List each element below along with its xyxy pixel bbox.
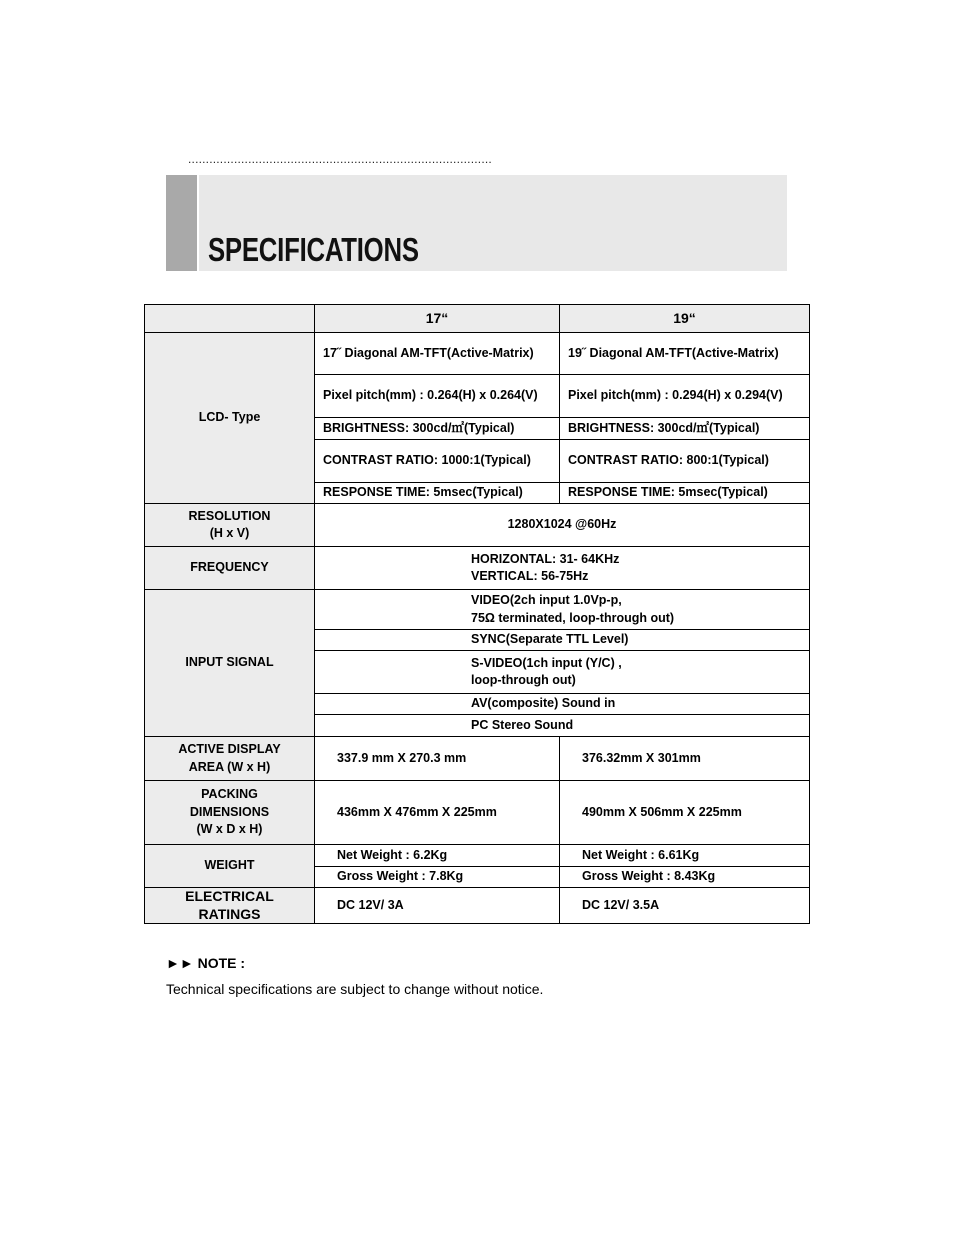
electrical-label: ELECTRICAL RATINGS <box>144 887 315 924</box>
weight-label: WEIGHT <box>144 844 315 888</box>
packing-label: PACKING DIMENSIONS (W x D x H) <box>144 780 315 845</box>
active-display-label: ACTIVE DISPLAY AREA (W x H) <box>144 736 315 781</box>
note-text: Technical specifications are subject to change without notice. <box>166 981 544 997</box>
resolution-label: RESOLUTION (H x V) <box>144 503 315 547</box>
lcd-17-brightness: BRIGHTNESS: 300cd/㎡(Typical) <box>314 417 560 440</box>
lcd-19-pixel-pitch: Pixel pitch(mm) : 0.294(H) x 0.294(V) <box>559 374 810 418</box>
lcd-17-pixel-pitch: Pixel pitch(mm) : 0.264(H) x 0.264(V) <box>314 374 560 418</box>
lcd-19-diagonal: 19˝ Diagonal AM-TFT(Active-Matrix) <box>559 332 810 375</box>
header-19: 19“ <box>559 304 810 333</box>
electrical-19: DC 12V/ 3.5A <box>559 887 810 924</box>
input-sync: SYNC(Separate TTL Level) <box>314 629 810 651</box>
packing-19: 490mm X 506mm X 225mm <box>559 780 810 845</box>
packing-17: 436mm X 476mm X 225mm <box>314 780 560 845</box>
input-video: VIDEO(2ch input 1.0Vp-p, 75Ω terminated, loop-through out) <box>314 589 810 630</box>
input-signal-label: INPUT SIGNAL <box>144 589 315 737</box>
lcd-17-diagonal: 17˝ Diagonal AM-TFT(Active-Matrix) <box>314 332 560 375</box>
electrical-17: DC 12V/ 3A <box>314 887 560 924</box>
gross-weight-19: Gross Weight : 8.43Kg <box>559 866 810 888</box>
header-empty-cell <box>144 304 315 333</box>
page-title: SPECIFICATIONS <box>208 231 419 268</box>
note-heading: ►► NOTE : <box>166 955 246 971</box>
gross-weight-17: Gross Weight : 7.8Kg <box>314 866 560 888</box>
net-weight-19: Net Weight : 6.61Kg <box>559 844 810 867</box>
lcd-type-label: LCD- Type <box>144 332 315 504</box>
title-banner <box>166 175 787 271</box>
lcd-17-contrast: CONTRAST RATIO: 1000:1(Typical) <box>314 439 560 483</box>
lcd-19-response: RESPONSE TIME: 5msec(Typical) <box>559 482 810 504</box>
lcd-19-brightness: BRIGHTNESS: 300cd/㎡(Typical) <box>559 417 810 440</box>
net-weight-17: Net Weight : 6.2Kg <box>314 844 560 867</box>
header-17: 17“ <box>314 304 560 333</box>
frequency-label: FREQUENCY <box>144 546 315 590</box>
resolution-value: 1280X1024 @60Hz <box>314 503 810 547</box>
input-pc-sound: PC Stereo Sound <box>314 714 810 737</box>
banner-tab <box>166 175 197 271</box>
frequency-value: HORIZONTAL: 31- 64KHz VERTICAL: 56-75Hz <box>314 546 810 590</box>
lcd-19-contrast: CONTRAST RATIO: 800:1(Typical) <box>559 439 810 483</box>
lcd-17-response: RESPONSE TIME: 5msec(Typical) <box>314 482 560 504</box>
active-display-17: 337.9 mm X 270.3 mm <box>314 736 560 781</box>
dotted-rule: ...................................................................................... <box>188 152 492 166</box>
input-svideo: S-VIDEO(1ch input (Y/C) , loop-through out) <box>314 650 810 694</box>
active-display-19: 376.32mm X 301mm <box>559 736 810 781</box>
input-av-sound: AV(composite) Sound in <box>314 693 810 715</box>
